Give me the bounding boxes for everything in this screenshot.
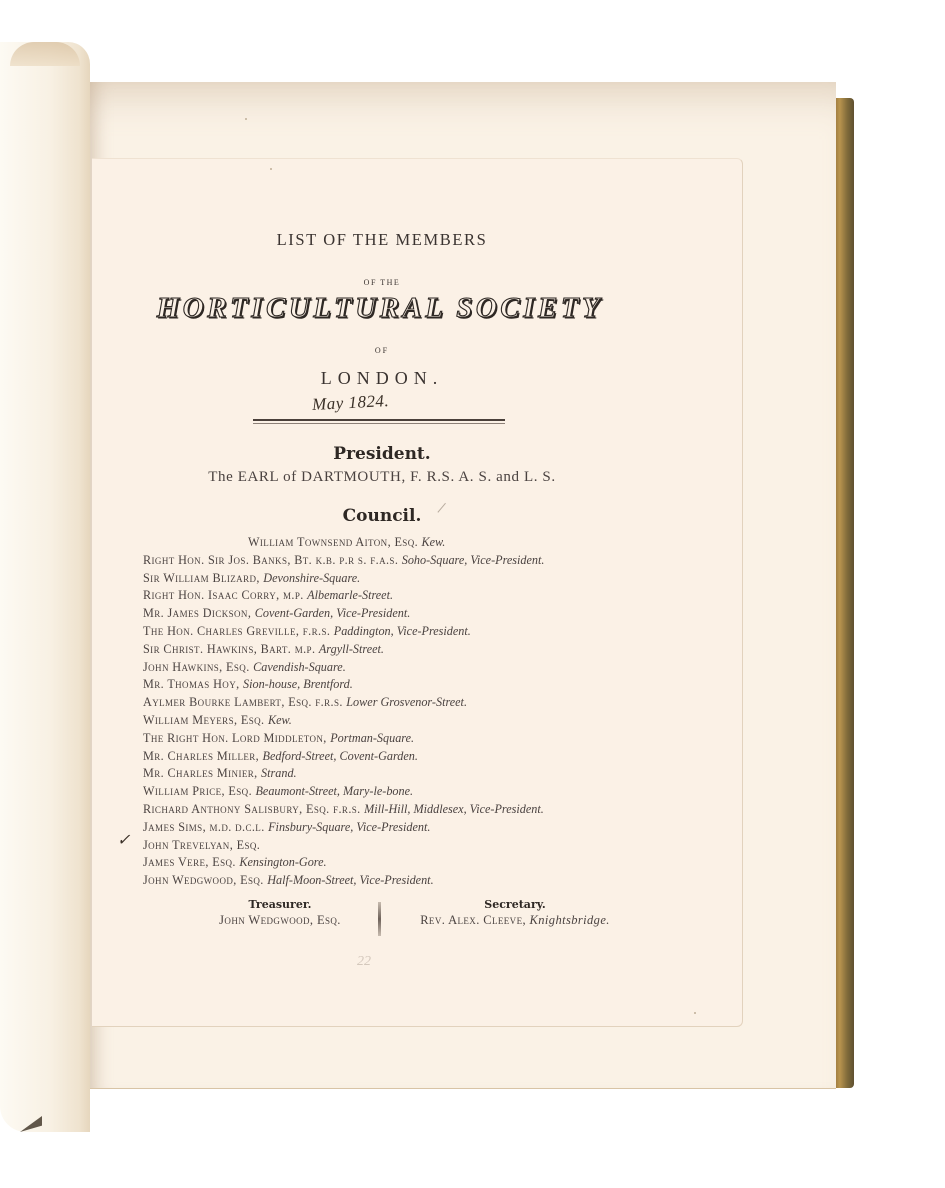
member-name: The Hon. Charles Greville, f.r.s. xyxy=(143,623,331,638)
member-name: Mr. Charles Miller, xyxy=(143,748,260,763)
list-item xyxy=(143,765,663,783)
member-name: James Vere, Esq. xyxy=(143,855,236,870)
list-item xyxy=(143,837,663,855)
secretary-address: Knightsbridge. xyxy=(529,913,610,927)
treasurer-name: John Wedgwood, Esq. xyxy=(219,913,341,927)
pencil-check-icon: ✓ xyxy=(117,832,131,849)
list-item xyxy=(143,854,663,872)
member-address: Lower Grosvenor-Street. xyxy=(346,695,467,710)
member-address: Half-Moon-Street, Vice-President. xyxy=(267,873,434,888)
heading-list-of-members: LIST OF THE MEMBERS xyxy=(276,230,488,249)
member-address: Strand. xyxy=(261,766,297,781)
list-item xyxy=(143,587,663,605)
list-item xyxy=(143,872,663,890)
list-item xyxy=(143,748,663,766)
heading-of-the: OF THE xyxy=(363,278,401,287)
member-name: Mr. Charles Minier, xyxy=(143,766,258,781)
member-address: Kew. xyxy=(421,535,446,549)
list-item xyxy=(143,730,663,748)
member-name: William Townsend Aiton, Esq. xyxy=(248,535,419,549)
member-name: Right Hon. Isaac Corry, m.p. xyxy=(143,588,304,603)
member-name: Richard Anthony Salisbury, Esq. f.r.s. xyxy=(143,801,361,816)
title-rule xyxy=(253,419,505,421)
member-address: Covent-Garden, Vice-President. xyxy=(254,606,411,621)
left-page-curl xyxy=(0,42,90,1132)
member-address: Kensington-Gore. xyxy=(239,855,327,870)
pencil-page-number: 22 xyxy=(357,954,371,969)
foxing-spot xyxy=(245,118,247,120)
treasurer xyxy=(180,898,380,928)
foxing-spot xyxy=(694,1012,696,1014)
list-item xyxy=(143,712,663,730)
foxing-spot xyxy=(270,168,272,170)
member-address: Soho-Square, Vice-President. xyxy=(401,552,545,567)
member-address: Portman-Square. xyxy=(330,730,415,745)
list-item xyxy=(143,694,663,712)
member-address: Argyll-Street. xyxy=(318,641,384,656)
member-name: John Hawkins, Esq. xyxy=(143,659,250,674)
list-item xyxy=(143,676,663,694)
list-item xyxy=(143,659,663,677)
member-name: John Trevelyan, Esq. xyxy=(143,837,261,852)
handwritten-date: May 1824. xyxy=(311,390,390,415)
secretary-name-line xyxy=(390,913,640,928)
council-member-list xyxy=(143,534,663,890)
member-address: Bedford-Street, Covent-Garden. xyxy=(262,748,418,763)
member-name: William Meyers, Esq. xyxy=(143,712,265,727)
president-label: President. xyxy=(333,444,431,464)
secretary-label: Secretary. xyxy=(484,898,546,911)
society-title: HORTICULTURAL SOCIETY xyxy=(156,292,604,324)
member-name: Aylmer Bourke Lambert, Esq. f.r.s. xyxy=(143,695,343,710)
member-name: James Sims, m.d. d.c.l. xyxy=(143,819,265,834)
member-name: The Right Hon. Lord Middleton, xyxy=(143,730,327,745)
member-name: John Wedgwood, Esq. xyxy=(143,873,264,888)
officers-block xyxy=(150,898,670,938)
member-name: William Price, Esq. xyxy=(143,784,253,799)
member-address: Devonshire-Square. xyxy=(263,570,361,585)
president-name: The EARL of DARTMOUTH, F. R.S. A. S. and L. S. xyxy=(208,469,556,485)
member-address: Beaumont-Street, Mary-le-bone. xyxy=(255,784,414,799)
officers-divider xyxy=(378,902,381,936)
member-name: Sir Christ. Hawkins, Bart. m.p. xyxy=(143,641,316,656)
heading-of: OF xyxy=(374,346,390,355)
list-item xyxy=(143,623,663,641)
list-item xyxy=(143,605,663,623)
member-name: Right Hon. Sir Jos. Banks, Bt. k.b. p.r s. f.a.s. xyxy=(143,552,399,567)
member-address: Paddington, Vice-President. xyxy=(333,623,471,638)
member-name: Mr. James Dickson, xyxy=(143,606,252,621)
treasurer-label: Treasurer. xyxy=(248,898,312,911)
list-item xyxy=(143,819,663,837)
list-item xyxy=(143,801,663,819)
list-item xyxy=(143,783,663,801)
list-item xyxy=(143,534,663,552)
secretary-name: Rev. Alex. Cleeve, xyxy=(420,913,527,927)
council-label: Council. xyxy=(342,506,422,526)
member-address: Albemarle-Street. xyxy=(307,588,394,603)
member-address: Sion-house, Brentford. xyxy=(243,677,353,692)
list-item xyxy=(143,641,663,659)
city-heading: LONDON. xyxy=(320,368,444,388)
list-item xyxy=(143,570,663,588)
list-item xyxy=(143,552,663,570)
member-name: Sir William Blizard, xyxy=(143,570,260,585)
member-address: Cavendish-Square. xyxy=(253,659,346,674)
member-address: Finsbury-Square, Vice-President. xyxy=(268,819,431,834)
member-address: Mill-Hill, Middlesex, Vice-President. xyxy=(364,801,544,816)
secretary xyxy=(390,898,640,928)
member-address: Kew. xyxy=(267,712,292,727)
member-name: Mr. Thomas Hoy, xyxy=(143,677,240,692)
